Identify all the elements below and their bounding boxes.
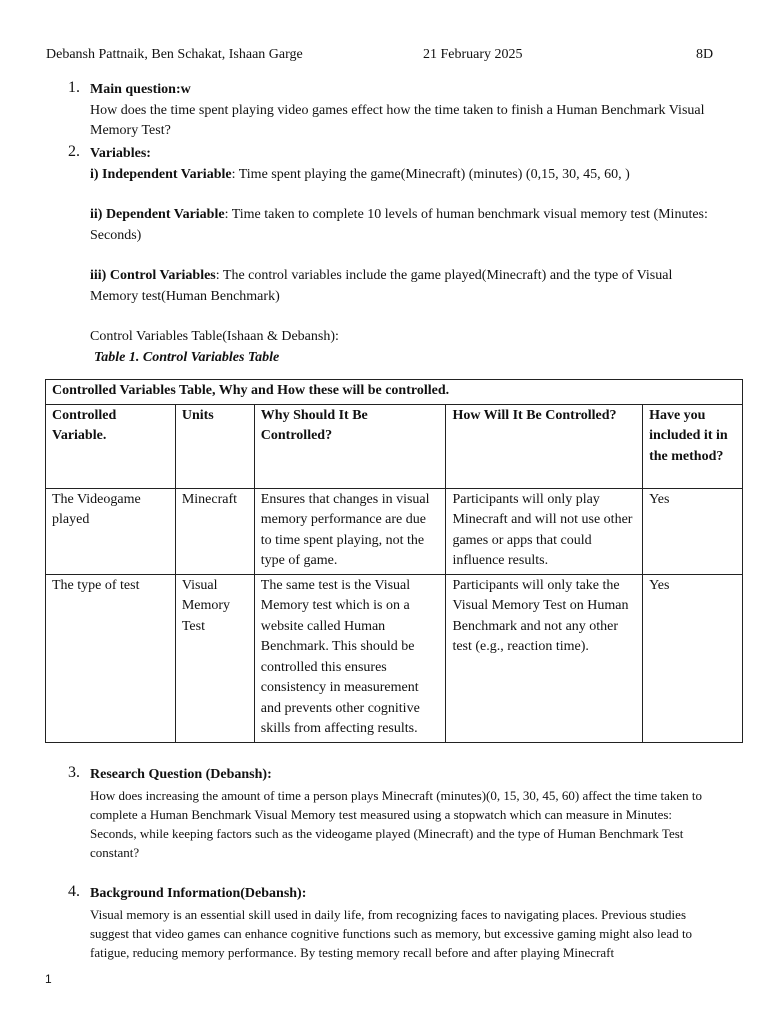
dv-label: ii) Dependent Variable (90, 207, 225, 222)
column-header: Why Should It Be Controlled? (254, 404, 446, 488)
section-number: 1. (68, 79, 80, 96)
iv-text: : Time spent playing the game(Minecraft) (minutes) (0,15, 30, 45, 60, ) (231, 166, 630, 182)
table-cell: The Videogame played (46, 488, 176, 574)
table-title: Controlled Variables Table, Why and How these will be controlled. (46, 380, 743, 405)
table-cell: The type of test (46, 574, 176, 742)
table-cell: Participants will only play Minecraft and will not use other games or apps that could influence results. (446, 488, 643, 574)
dv-text: : Time taken to complete 10 levels of human benchmark visual memory test (Minutes: Seconds) (90, 207, 708, 243)
section-text: How does the time spent playing video games effect how the time taken to finish a Human Benchmark Visual Memory Test? (90, 102, 705, 138)
table-cell: Yes (643, 488, 743, 574)
page-number: 1 (45, 972, 52, 986)
authors: Debansh Pattnaik, Ben Schakat, Ishaan Garge (46, 47, 303, 62)
class-label: 8D (696, 47, 714, 62)
section-number: 3. (68, 764, 80, 781)
column-header: Have you included it in the method? (643, 404, 743, 488)
table-intro: Control Variables Table(Ishaan & Debansh): (90, 329, 339, 344)
table-caption: Table 1. Control Variables Table (94, 349, 280, 365)
table-cell: Ensures that changes in visual memory performance are due to time spent playing, not the type of game. (254, 488, 446, 574)
section-title: Main question:w (90, 82, 191, 97)
table-row (46, 488, 743, 574)
table-title-row (46, 380, 743, 405)
control-variables-table (45, 379, 743, 743)
table-cell: Visual Memory Test (175, 574, 254, 742)
cv-label: iii) Control Variables (90, 268, 216, 283)
independent-variable (90, 165, 720, 186)
column-header: How Will It Be Controlled? (446, 404, 643, 488)
table-header-row (46, 404, 743, 488)
section-title: Background Information(Debansh): (90, 886, 307, 901)
document-header (46, 47, 716, 67)
control-variables (90, 266, 720, 307)
table-cell: Participants will only take the Visual Memory Test on Human Benchmark and not any other test (e.g., reaction time). (446, 574, 643, 742)
table-cell: The same test is the Visual Memory test which is on a website called Human Benchmark. This should be controlled this ensures consistency in measurement and prevents other cognitive skills from affecting results. (254, 574, 446, 742)
section-text: Visual memory is an essential skill used in daily life, from recognizing faces to navigating places. Previous studies suggest that video games can enhance cognitive functions such as memory, but excessive gaming might also lead to fatigue, reducing memory performance. By testing memory recall before and after playing Minecraft (90, 906, 693, 960)
section-text: How does increasing the amount of time a person plays Minecraft (minutes)(0, 15, 30, 45, 60) affect the time taken to complete a Human Benchmark Visual Memory test measured using a stopwatch which can measure in Minutes: Seconds, while keeping factors such as the videogame played (Minecraft) and the type of Human Benchmark Test constant? (90, 787, 703, 860)
table-cell: Minecraft (175, 488, 254, 574)
table-cell: Yes (643, 574, 743, 742)
cv-text: : The control variables include the game played(Minecraft) and the type of Visual Memory test(Human Benchmark) (90, 268, 673, 304)
iv-label: i) Independent Variable (90, 166, 232, 182)
table-row (46, 574, 743, 742)
section-title: Research Question (Debansh): (90, 767, 272, 782)
dependent-variable (90, 205, 720, 246)
date: 21 February 2025 (423, 47, 523, 62)
section-number: 4. (68, 883, 80, 900)
section-title: Variables: (90, 146, 151, 161)
section-number: 2. (68, 143, 80, 160)
column-header: Controlled Variable. (46, 404, 176, 488)
column-header: Units (175, 404, 254, 488)
